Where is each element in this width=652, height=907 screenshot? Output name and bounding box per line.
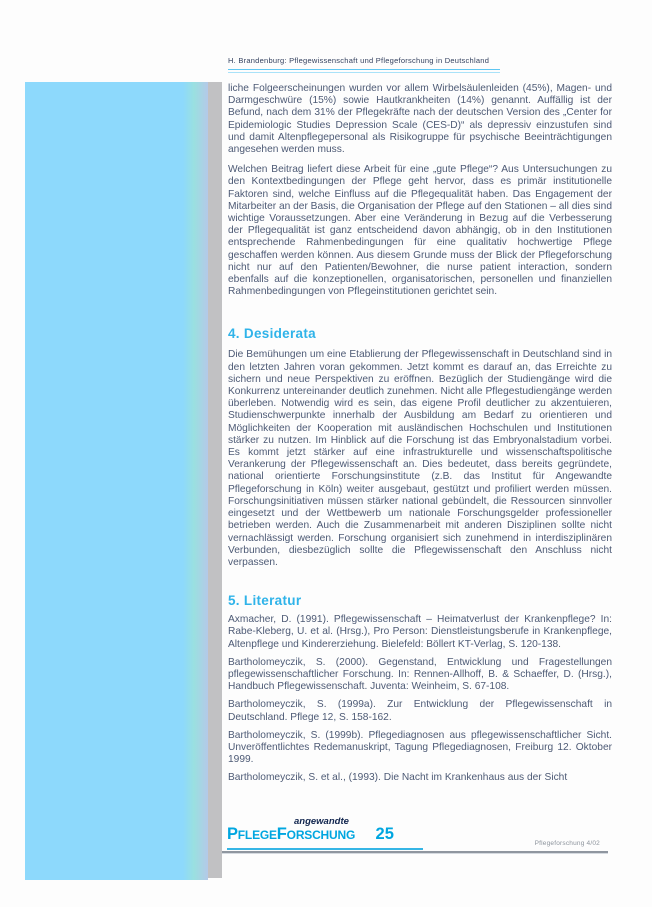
section-heading-desiderata: 4. Desiderata [228,326,316,342]
journal-brand [227,825,394,844]
sidebar-color-band [25,82,208,880]
intro-paragraph: liche Folgeerscheinungen wurden vor allem Wirbelsäulenleiden (45%), Magen- und Darmgeschwüre (15%) sowie Hautkrankheiten (14%) genannt. Auffällig ist der Befund, nach dem 31% der Pflegekräfte nach der deutschen Version des „Center for Epidemiologic Studies Depression Scale (CES-D)“ als depressiv einzustufen sind und damit Altenpflegepersonal als Risikogruppe für psychische Beeinträchtigungen angesehen werden muss. [228,83,612,156]
page-number: 25 [375,825,394,843]
footer-rule [222,851,608,854]
journal-brand-prefix: angewandte [294,816,349,827]
reference-entry: Bartholomeyczik, S. (1999b). Pflegediagnosen aus pflegewissenschaftlicher Sicht. Unveröffentlichtes Redemanuskript, Tagung Pflegediagnosen, Freiburg 12. Oktober 1999. [228,729,612,766]
page-footer [222,816,608,860]
reference-entry: Bartholomeyczik, S. et al., (1993). Die Nacht im Krankenhaus aus der Sicht [228,772,568,784]
article-content-column [228,56,612,785]
journal-brand-name: PflegeForschung [227,825,356,843]
section-heading-literatur: 5. Literatur [228,593,302,609]
running-header-underline [228,69,500,73]
desiderata-paragraph: Die Bemühungen um eine Etablierung der Pflegewissenschaft in Deutschland sind in den letzten Jahren voran gekommen. Jetzt kommt es darauf an, das Erreichte zu sichern und neue Perspektiven zu eröffnen. Bezüglich der Studiengänge wird die Konkurrenz untereinander deutlich zunehmen. Nicht alle Pflegestudiengänge werden überleben. Notwendig wird es sein, das eigene Profil deutlicher zu akzentuieren, Studienschwerpunkte innerhalb der Ausbildung am Bedarf zu orientieren und Möglichkeiten der Kooperation mit ausländischen Hochschulen und Institutionen stärker zu nutzen. Im Hinblick auf die Forschung ist das Embryonalstadium vorbei. Es kommt jetzt stärker auf eine infrastrukturelle und wissenschaftspolitische Verankerung der Pflegewissenschaft an. Dies bedeutet, dass bereits gegründete, national orientierte Forschungsinstitute (z.B. das Institut für Angewandte Pflegeforschung in Köln) weiter ausgebaut, gestützt und profiliert werden müssen. Forschungsinitiativen müssen stärker national gebündelt, die Ressourcen sinnvoller eingesetzt und der Wettbewerb um nationale Forschungsgelder professioneller betrieben werden. Auch die Zusammenarbeit mit anderen Disziplinen sollte nicht vernachlässigt werden. Forschung organisiert sich zunehmend in interdisziplinären Verbunden, diesbezüglich sollte die Pflegewissenschaft den Anschluss nicht verpassen. [228,349,612,568]
reference-entry: Bartholomeyczik, S. (1999a). Zur Entwicklung der Pflegewissenschaft in Deutschland. Pflege 12, S. 158-162. [228,699,612,723]
footer-fine-print: Pflegeforschung 4/02 [534,840,600,847]
reference-entry: Bartholomeyczik, S. (2000). Gegenstand, Entwicklung und Fragestellungen pflegewissenschaftlicher Forschung. In: Rennen-Allhoff, B. & Schaeffer, D. (Hrsg.), Handbuch Pflegewissenschaft. Juventa: Weinheim, S. 67-108. [228,656,612,693]
reference-entry: Axmacher, D. (1991). Pflegewissenschaft – Heimatverlust der Krankenpflege? In: Rabe-Kleberg, U. et al. (Hrsg.), Pro Person: Dienstleistungsberufe in Krankenpflege, Altenpflege und Kindererziehung. Bielefeld: Böllert KT-Verlag, S. 120-138. [228,614,612,650]
gray-divider-strip [208,82,222,878]
intro-paragraph: Welchen Beitrag liefert diese Arbeit für eine „gute Pflege“? Aus Untersuchungen zu den Kontextbedingungen der Pflege geht hervor, dass es primär institutionelle Faktoren sind, welche Einfluss auf die Pflegequalität haben. Das Engagement der Mitarbeiter an der Basis, die Organisation der Pflege auf den Stationen – all dies sind wichtige Voraussetzungen. Aber eine Veränderung in Bezug auf die Verbesserung der Pflegequalität ist ganz entscheidend davon abhängig, ob in den Institutionen entsprechende Rahmenbedingungen für eine qualitativ hochwertige Pflege geschaffen werden können. Aus diesem Grunde muss der Blick der Pflegeforschung nicht nur auf den Patienten/Bewohner, die nurse patient interaction, sondern ebenfalls auf die konzeptionellen, organisatorischen, personellen und finanziellen Rahmenbedingungen von Pflegeinstitutionen gerichtet sein. [228,164,612,298]
running-header: H. Brandenburg: Pflegewissenschaft und Pflegeforschung in Deutschland [228,56,490,65]
brand-underline [227,848,423,850]
